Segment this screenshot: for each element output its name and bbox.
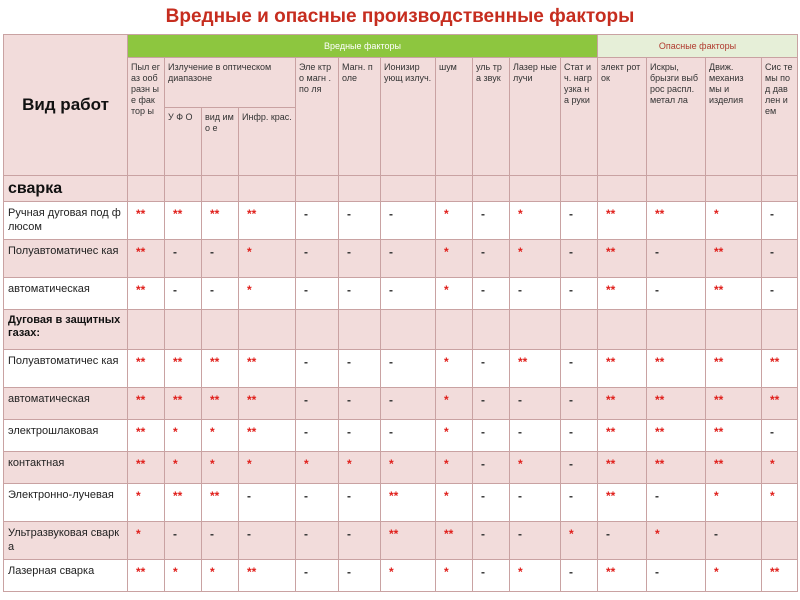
page-title: Вредные и опасные производственные факторы xyxy=(165,6,635,27)
factor-mark: * xyxy=(436,350,473,388)
factor-mark: * xyxy=(706,560,762,592)
factors-table xyxy=(3,34,798,592)
work-type-label: Полуавтоматичес кая xyxy=(4,350,128,388)
factor-mark: - xyxy=(339,202,381,240)
table-row xyxy=(4,350,798,388)
column-header: элект роток xyxy=(598,58,647,176)
table-row xyxy=(4,560,798,592)
factor-mark: ** xyxy=(165,388,202,420)
table-row xyxy=(4,388,798,420)
factor-mark: * xyxy=(436,388,473,420)
factor-mark: * xyxy=(762,484,798,522)
empty-cell xyxy=(647,176,706,202)
factor-mark: - xyxy=(296,202,339,240)
factor-mark: * xyxy=(706,484,762,522)
factor-mark: - xyxy=(647,560,706,592)
factor-mark: - xyxy=(473,278,510,310)
sub-column-header: Инфр. крас. xyxy=(239,108,296,176)
factor-mark: ** xyxy=(239,202,296,240)
factor-mark: - xyxy=(381,240,436,278)
section-label: Дуговая в защитных газах: xyxy=(4,310,128,350)
empty-cell xyxy=(598,176,647,202)
factor-mark: ** xyxy=(128,420,165,452)
factor-mark: - xyxy=(706,522,762,560)
factor-mark: * xyxy=(239,452,296,484)
factor-mark: - xyxy=(510,522,561,560)
empty-cell xyxy=(561,176,598,202)
factor-mark: ** xyxy=(381,522,436,560)
factor-mark: ** xyxy=(128,388,165,420)
column-header: Пыл егаз ооб разн ые фак тор ы xyxy=(128,58,165,176)
factor-mark: * xyxy=(647,522,706,560)
factor-mark: - xyxy=(561,202,598,240)
sub-column-header: У Ф О xyxy=(165,108,202,176)
empty-cell xyxy=(561,310,598,350)
factor-mark: ** xyxy=(202,202,239,240)
factor-mark: * xyxy=(128,484,165,522)
factor-mark: ** xyxy=(762,560,798,592)
factor-mark: - xyxy=(339,240,381,278)
factor-mark: - xyxy=(202,240,239,278)
empty-cell xyxy=(436,176,473,202)
factor-mark: - xyxy=(339,420,381,452)
factor-mark: ** xyxy=(598,452,647,484)
factor-mark: ** xyxy=(128,240,165,278)
factor-mark: - xyxy=(339,560,381,592)
factor-mark: - xyxy=(339,278,381,310)
factor-mark: - xyxy=(296,484,339,522)
factor-mark: * xyxy=(762,452,798,484)
column-header: Магн. поле xyxy=(339,58,381,176)
empty-cell xyxy=(165,176,202,202)
factor-mark: - xyxy=(561,452,598,484)
table-row xyxy=(4,522,798,560)
table-row xyxy=(4,452,798,484)
factor-mark: - xyxy=(510,420,561,452)
factor-mark: ** xyxy=(202,388,239,420)
empty-cell xyxy=(381,176,436,202)
factor-mark: - xyxy=(381,420,436,452)
factor-mark: - xyxy=(561,278,598,310)
table-row xyxy=(4,202,798,240)
work-type-label: электрошлаковая xyxy=(4,420,128,452)
column-header: Излучение в оптическом диапазоне xyxy=(165,58,296,108)
factor-mark: - xyxy=(339,484,381,522)
factor-mark: - xyxy=(762,240,798,278)
factor-mark: ** xyxy=(647,452,706,484)
factor-mark: - xyxy=(296,278,339,310)
factor-mark: * xyxy=(436,278,473,310)
factor-mark: - xyxy=(339,522,381,560)
factor-mark: - xyxy=(762,420,798,452)
factor-mark: - xyxy=(561,560,598,592)
empty-cell xyxy=(339,176,381,202)
factor-mark: * xyxy=(202,420,239,452)
sub-column-header: вид имо е xyxy=(202,108,239,176)
factor-mark: - xyxy=(165,522,202,560)
factor-mark: ** xyxy=(647,420,706,452)
empty-cell xyxy=(128,310,165,350)
empty-cell xyxy=(296,176,339,202)
factor-mark: ** xyxy=(647,388,706,420)
factor-mark: * xyxy=(436,560,473,592)
empty-cell xyxy=(510,310,561,350)
work-type-label: Лазерная сварка xyxy=(4,560,128,592)
factor-mark: * xyxy=(436,202,473,240)
factor-mark: * xyxy=(165,452,202,484)
empty-cell xyxy=(762,176,798,202)
column-header: Искры, брызги выб рос распл. метал ла xyxy=(647,58,706,176)
factor-mark: * xyxy=(561,522,598,560)
factor-mark: * xyxy=(202,560,239,592)
empty-cell xyxy=(128,176,165,202)
factor-mark: * xyxy=(436,240,473,278)
factor-mark: - xyxy=(296,350,339,388)
empty-cell xyxy=(510,176,561,202)
factor-mark: ** xyxy=(128,452,165,484)
factor-mark: ** xyxy=(381,484,436,522)
factor-mark: ** xyxy=(706,278,762,310)
factor-mark: ** xyxy=(647,202,706,240)
factor-mark: ** xyxy=(165,350,202,388)
factor-mark: ** xyxy=(706,388,762,420)
empty-cell xyxy=(473,176,510,202)
factor-mark: ** xyxy=(706,452,762,484)
factor-mark: - xyxy=(561,350,598,388)
factor-mark: - xyxy=(510,388,561,420)
factor-mark: * xyxy=(165,420,202,452)
factor-mark: * xyxy=(381,560,436,592)
factor-mark: ** xyxy=(598,350,647,388)
factor-mark: ** xyxy=(128,202,165,240)
empty-cell xyxy=(239,176,296,202)
factor-mark: - xyxy=(561,240,598,278)
empty-cell xyxy=(202,176,239,202)
factor-mark: - xyxy=(647,484,706,522)
empty-cell xyxy=(706,310,762,350)
factor-mark: ** xyxy=(202,484,239,522)
factor-mark: ** xyxy=(706,350,762,388)
factor-mark: ** xyxy=(598,278,647,310)
factor-mark: - xyxy=(473,560,510,592)
empty-cell xyxy=(473,310,510,350)
factor-mark: ** xyxy=(239,420,296,452)
dangerous-factors-header: Опасные факторы xyxy=(598,35,798,58)
column-header: Ионизир ующ излуч. xyxy=(381,58,436,176)
empty-cell xyxy=(706,176,762,202)
factor-mark: * xyxy=(510,202,561,240)
factor-mark: - xyxy=(510,484,561,522)
vid-rabot-header: Вид работ xyxy=(4,35,128,176)
factor-mark: - xyxy=(473,350,510,388)
factor-mark: - xyxy=(473,452,510,484)
factor-mark: - xyxy=(296,420,339,452)
factor-mark: - xyxy=(647,240,706,278)
factor-mark: - xyxy=(473,484,510,522)
table-row xyxy=(4,240,798,278)
factor-mark: ** xyxy=(165,202,202,240)
factor-mark: - xyxy=(381,202,436,240)
empty-cell xyxy=(381,310,436,350)
factor-mark: ** xyxy=(598,240,647,278)
column-header: Сис те мы под дав лен и ем xyxy=(762,58,798,176)
empty-cell xyxy=(339,310,381,350)
factor-mark: - xyxy=(561,484,598,522)
factor-mark: ** xyxy=(762,350,798,388)
factor-mark: ** xyxy=(510,350,561,388)
table-row xyxy=(4,420,798,452)
empty-cell xyxy=(762,310,798,350)
factor-mark: ** xyxy=(128,278,165,310)
factor-mark: * xyxy=(510,560,561,592)
empty-cell xyxy=(598,310,647,350)
factor-mark: * xyxy=(381,452,436,484)
factor-mark: ** xyxy=(239,560,296,592)
factor-mark: * xyxy=(202,452,239,484)
factor-mark: ** xyxy=(762,388,798,420)
factor-mark: ** xyxy=(128,560,165,592)
factor-mark xyxy=(762,522,798,560)
factor-mark: - xyxy=(165,278,202,310)
column-header: Лазер ные лучи xyxy=(510,58,561,176)
work-type-label: автоматическая xyxy=(4,388,128,420)
factor-mark: - xyxy=(473,420,510,452)
factor-mark: - xyxy=(239,522,296,560)
work-type-label: автоматическая xyxy=(4,278,128,310)
factor-mark: * xyxy=(510,240,561,278)
factor-mark: - xyxy=(762,202,798,240)
factor-mark: - xyxy=(647,278,706,310)
factor-mark: - xyxy=(598,522,647,560)
work-type-label: контактная xyxy=(4,452,128,484)
factor-mark: - xyxy=(165,240,202,278)
factor-mark: * xyxy=(339,452,381,484)
factor-mark: - xyxy=(202,522,239,560)
factor-mark: - xyxy=(473,240,510,278)
factor-mark: ** xyxy=(598,560,647,592)
factor-mark: ** xyxy=(598,388,647,420)
factor-mark: ** xyxy=(165,484,202,522)
factor-mark: - xyxy=(239,484,296,522)
column-header: шум xyxy=(436,58,473,176)
empty-cell xyxy=(296,310,339,350)
column-header: Стат ич. нагр узка на руки xyxy=(561,58,598,176)
factor-mark: - xyxy=(202,278,239,310)
factor-mark: - xyxy=(339,388,381,420)
factor-mark: ** xyxy=(202,350,239,388)
factor-mark: * xyxy=(239,278,296,310)
factor-mark: ** xyxy=(436,522,473,560)
section-label: сварка xyxy=(4,176,128,202)
factor-mark: * xyxy=(239,240,296,278)
factor-mark: - xyxy=(296,240,339,278)
factor-mark: * xyxy=(296,452,339,484)
column-header: уль тра звук xyxy=(473,58,510,176)
empty-cell xyxy=(436,310,473,350)
factor-mark: - xyxy=(339,350,381,388)
factor-mark: - xyxy=(762,278,798,310)
factor-mark: - xyxy=(296,560,339,592)
harmful-factors-header: Вредные факторы xyxy=(128,35,598,58)
factor-mark: * xyxy=(510,452,561,484)
work-type-label: Электронно-лучевая xyxy=(4,484,128,522)
table-row xyxy=(4,278,798,310)
column-header: Эле ктро магн .по ля xyxy=(296,58,339,176)
factor-mark: - xyxy=(381,388,436,420)
column-header: Движ. механиз мы и изделия xyxy=(706,58,762,176)
factor-mark: - xyxy=(561,420,598,452)
factor-mark: * xyxy=(706,202,762,240)
factor-mark: ** xyxy=(706,240,762,278)
factor-mark: - xyxy=(473,202,510,240)
empty-cell xyxy=(165,310,202,350)
factor-mark: ** xyxy=(239,388,296,420)
factor-mark: - xyxy=(561,388,598,420)
empty-cell xyxy=(202,310,239,350)
factor-mark: - xyxy=(296,388,339,420)
factor-mark: * xyxy=(128,522,165,560)
factor-mark: * xyxy=(436,452,473,484)
factor-mark: ** xyxy=(598,420,647,452)
factor-mark: - xyxy=(381,278,436,310)
factor-mark: - xyxy=(510,278,561,310)
empty-cell xyxy=(647,310,706,350)
empty-cell xyxy=(239,310,296,350)
factor-mark: ** xyxy=(128,350,165,388)
factor-mark: - xyxy=(473,522,510,560)
factor-mark: * xyxy=(436,484,473,522)
factor-mark: ** xyxy=(598,484,647,522)
factor-mark: - xyxy=(296,522,339,560)
factor-mark: - xyxy=(473,388,510,420)
factor-mark: ** xyxy=(706,420,762,452)
factor-mark: ** xyxy=(239,350,296,388)
work-type-label: Полуавтоматичес кая xyxy=(4,240,128,278)
work-type-label: Ручная дуговая под флюсом xyxy=(4,202,128,240)
factor-mark: - xyxy=(381,350,436,388)
factor-mark: ** xyxy=(647,350,706,388)
factor-mark: * xyxy=(165,560,202,592)
factor-mark: ** xyxy=(598,202,647,240)
factor-mark: * xyxy=(436,420,473,452)
work-type-label: Ультразвуковая сварка xyxy=(4,522,128,560)
table-row xyxy=(4,484,798,522)
